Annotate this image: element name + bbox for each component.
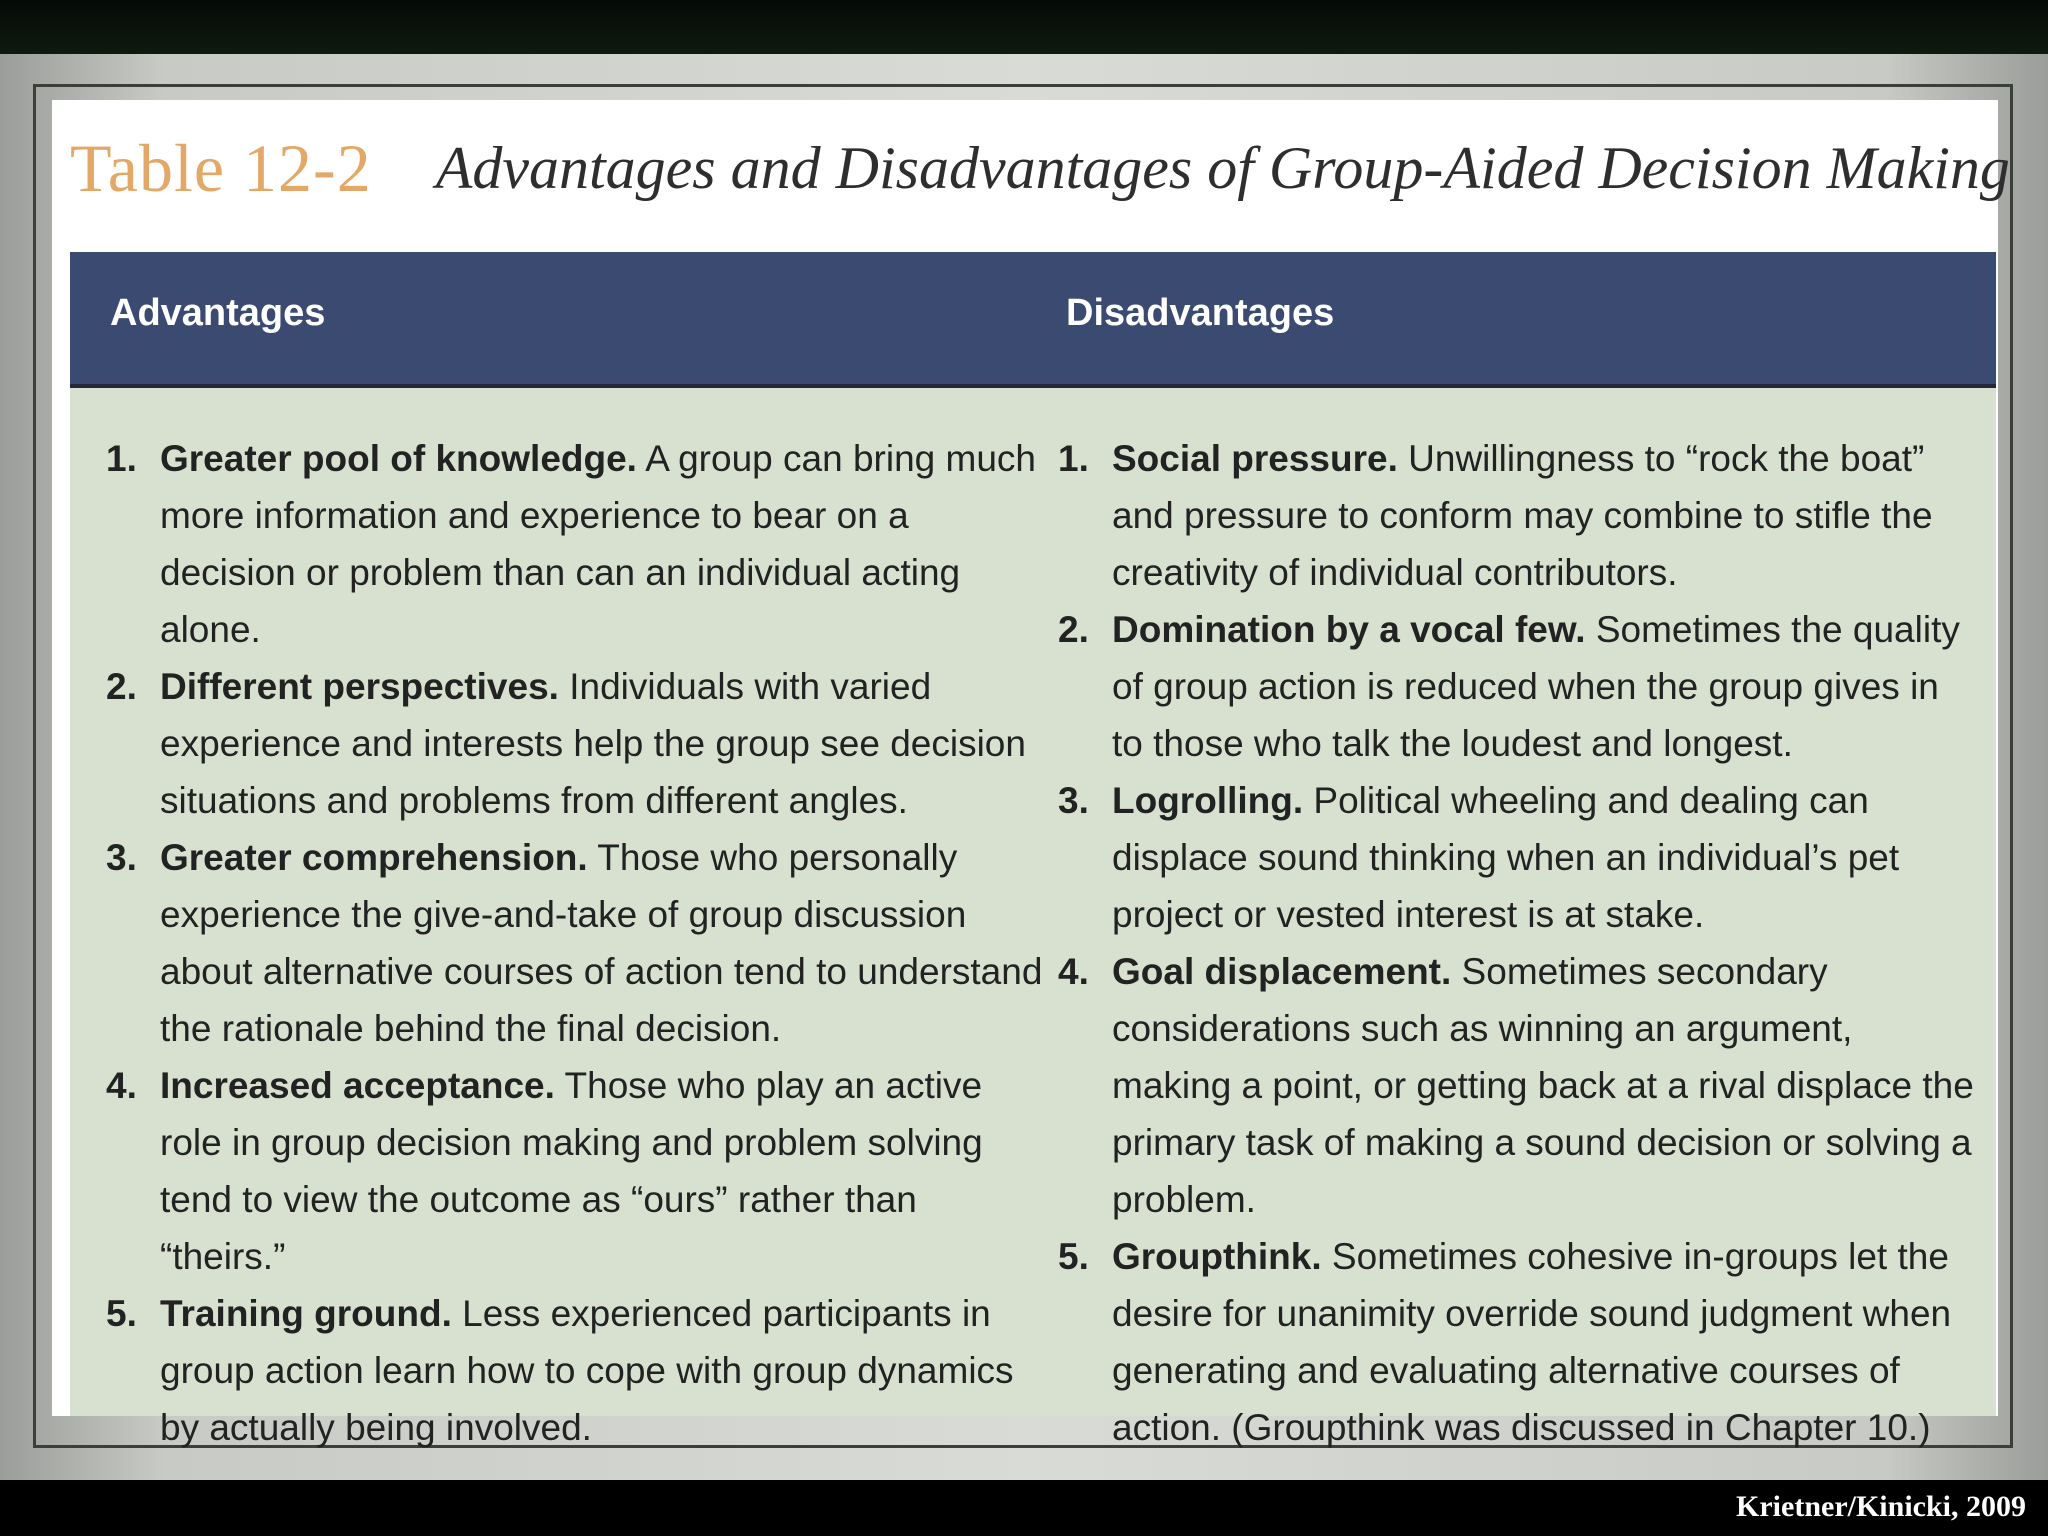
item-term: Goal displacement. (1112, 951, 1452, 992)
item-number: 3. (1058, 780, 1089, 821)
item-description: Individuals with varied experience and interests help the group see decision situations and problems from different angles. (160, 666, 1026, 821)
table-title: Advantages and Disadvantages of Group-Aided Decision Making (435, 134, 2010, 201)
disadvantages-header: Disadvantages (1066, 292, 1335, 334)
item-description: Unwillingness to “rock the boat” and pressure to conform may combine to stifle the creativity of individual contributors. (1112, 438, 1933, 593)
disadvantages-list (1058, 430, 1978, 1456)
item-text (1112, 1228, 1978, 1456)
item-text (160, 1057, 1046, 1285)
item-number: 5. (106, 1293, 137, 1334)
disadvantage-item (1058, 943, 1978, 1228)
item-number: 1. (106, 438, 137, 479)
item-text (160, 430, 1046, 658)
item-text (160, 1285, 1046, 1456)
item-text (160, 829, 1046, 1057)
item-number: 2. (1058, 609, 1089, 650)
item-term: Logrolling. (1112, 780, 1304, 821)
table-header-band (70, 252, 1996, 388)
item-description: Those who personally experience the give-and-take of group discussion about alternative courses of action tend to understand the rationale behind the final decision. (160, 837, 1043, 1049)
item-term: Greater comprehension. (160, 837, 588, 878)
advantage-item (106, 430, 1046, 658)
disadvantage-item (1058, 430, 1978, 601)
item-term: Increased acceptance. (160, 1065, 555, 1106)
item-number: 2. (106, 666, 137, 707)
item-text (1112, 601, 1978, 772)
item-text (160, 658, 1046, 829)
item-description: A group can bring much more information and experience to bear on a decision or problem than can an individual acting alone. (160, 438, 1036, 650)
disadvantage-item (1058, 772, 1978, 943)
item-text (1112, 943, 1978, 1228)
item-number: 3. (106, 837, 137, 878)
item-term: Greater pool of knowledge. (160, 438, 637, 479)
advantage-item (106, 829, 1046, 1057)
item-description: Political wheeling and dealing can displace sound thinking when an individual’s pet project or vested interest is at stake. (1112, 780, 1900, 935)
item-term: Different perspectives. (160, 666, 559, 707)
item-description: Sometimes cohesive in-groups let the desire for unanimity override sound judgment when generating and evaluating alternative courses of action. (Groupthink was discussed in Chapter 10.) (1112, 1236, 1952, 1448)
advantage-item (106, 658, 1046, 829)
item-description: Those who play an active role in group decision making and problem solving tend to view the outcome as “ours” rather than “theirs.” (160, 1065, 983, 1277)
source-credit: Krietner/Kinicki, 2009 (1736, 1490, 2026, 1523)
item-description: Sometimes the quality of group action is reduced when the group gives in to those who talk the loudest and longest. (1112, 609, 1960, 764)
top-bar (0, 0, 2048, 54)
item-term: Domination by a vocal few. (1112, 609, 1586, 650)
advantage-item (106, 1057, 1046, 1285)
advantages-list (106, 430, 1046, 1456)
disadvantage-item (1058, 1228, 1978, 1456)
table-number: Table 12-2 (70, 129, 372, 206)
item-number: 4. (1058, 951, 1089, 992)
disadvantage-item (1058, 601, 1978, 772)
item-text (1112, 430, 1978, 601)
item-number: 4. (106, 1065, 137, 1106)
item-number: 1. (1058, 438, 1089, 479)
item-description: Sometimes secondary considerations such as winning an argument, making a point, or getting back at a rival displace the primary task of making a sound decision or solving a problem. (1112, 951, 1974, 1220)
item-term: Groupthink. (1112, 1236, 1322, 1277)
advantages-header: Advantages (110, 292, 326, 334)
item-text (1112, 772, 1978, 943)
item-term: Training ground. (160, 1293, 452, 1334)
advantage-item (106, 1285, 1046, 1456)
item-number: 5. (1058, 1236, 1089, 1277)
item-description: Less experienced participants in group action learn how to cope with group dynamics by actually being involved. (160, 1293, 1014, 1448)
table-title-row (70, 118, 2010, 218)
item-term: Social pressure. (1112, 438, 1398, 479)
